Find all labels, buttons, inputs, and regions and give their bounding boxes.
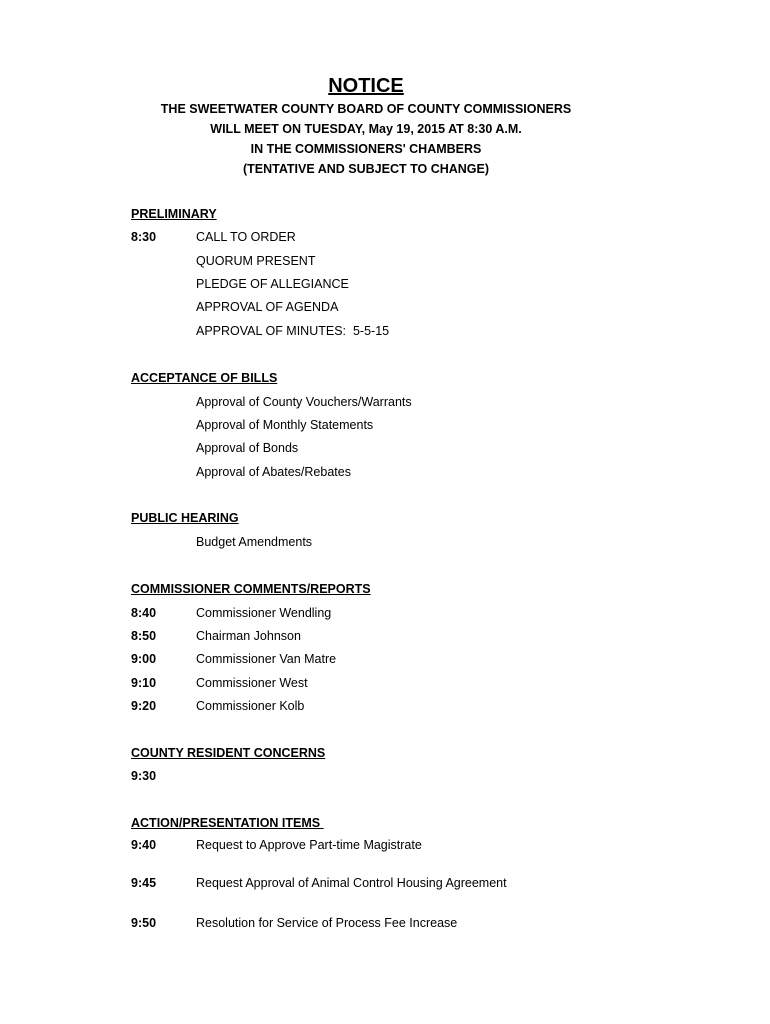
time-label: 8:30: [131, 230, 157, 244]
time-label: 8:50: [131, 629, 157, 643]
agenda-item-animal-control: Request Approval of Animal Control Housing Agreement: [196, 876, 507, 890]
time-label: 9:45: [131, 876, 157, 890]
section-heading-bills: ACCEPTANCE OF BILLS: [131, 371, 278, 385]
header-line-board: THE SWEETWATER COUNTY BOARD OF COUNTY COMMISSIONERS: [160, 102, 572, 116]
agenda-item-pledge: PLEDGE OF ALLEGIANCE: [196, 277, 349, 291]
agenda-item-statements: Approval of Monthly Statements: [196, 418, 374, 432]
time-label: 8:40: [131, 606, 157, 620]
section-heading-public-hearing: PUBLIC HEARING: [131, 511, 239, 525]
header-line-location: IN THE COMMISSIONERS' CHAMBERS: [250, 142, 482, 156]
notice-title: NOTICE: [328, 75, 404, 97]
agenda-item-approval-agenda: APPROVAL OF AGENDA: [196, 300, 339, 314]
agenda-item-approval-minutes: APPROVAL OF MINUTES: 5-5-15: [196, 324, 390, 338]
agenda-item-bonds: Approval of Bonds: [196, 441, 299, 455]
section-heading-action-items: ACTION/PRESENTATION ITEMS: [131, 816, 324, 830]
agenda-item-vouchers: Approval of County Vouchers/Warrants: [196, 395, 412, 409]
time-label: 9:50: [131, 916, 157, 930]
time-label: 9:00: [131, 652, 157, 666]
time-label: 9:40: [131, 838, 157, 852]
agenda-item-process-fee: Resolution for Service of Process Fee Increase: [196, 916, 458, 930]
time-label: 9:20: [131, 699, 157, 713]
agenda-item-part-time-magistrate: Request to Approve Part-time Magistrate: [196, 838, 422, 852]
agenda-item-commissioner-west: Commissioner West: [196, 676, 308, 690]
agenda-item-abates: Approval of Abates/Rebates: [196, 465, 351, 479]
time-label: 9:10: [131, 676, 157, 690]
agenda-item-call-to-order: CALL TO ORDER: [196, 230, 296, 244]
section-heading-preliminary: PRELIMINARY: [131, 207, 217, 221]
agenda-item-quorum: QUORUM PRESENT: [196, 254, 316, 268]
section-heading-commissioner-comments: COMMISSIONER COMMENTS/REPORTS: [131, 582, 371, 596]
agenda-item-commissioner-kolb: Commissioner Kolb: [196, 699, 305, 713]
agenda-item-budget-amendments: Budget Amendments: [196, 535, 313, 549]
header-line-meeting-date: WILL MEET ON TUESDAY, May 19, 2015 AT 8:30 A.M.: [210, 122, 522, 136]
header-line-tentative: (TENTATIVE AND SUBJECT TO CHANGE): [242, 162, 490, 176]
agenda-item-commissioner-van-matre: Commissioner Van Matre: [196, 652, 337, 666]
agenda-item-chairman-johnson: Chairman Johnson: [196, 629, 301, 643]
time-label: 9:30: [131, 769, 157, 783]
agenda-item-commissioner-wendling: Commissioner Wendling: [196, 606, 332, 620]
section-heading-resident-concerns: COUNTY RESIDENT CONCERNS: [131, 746, 326, 760]
